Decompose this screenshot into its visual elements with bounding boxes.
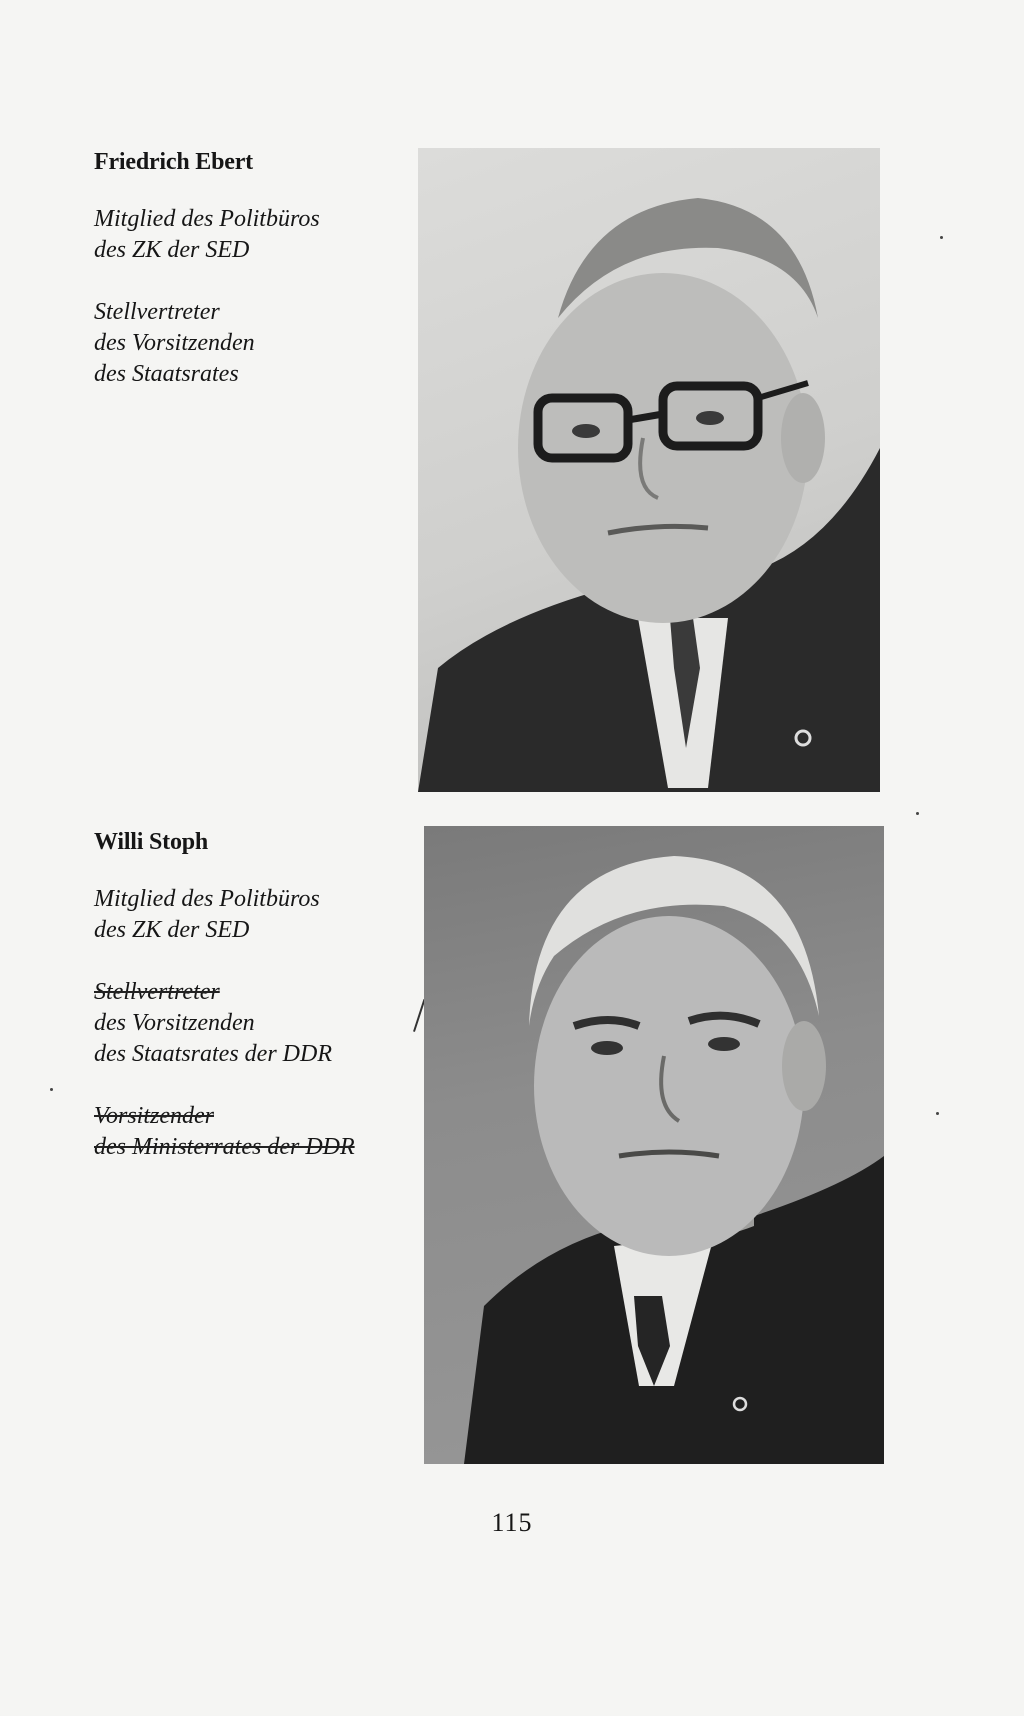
eye <box>708 1037 740 1051</box>
head <box>534 916 804 1256</box>
role-line-struck: Vorsitzender <box>94 1103 214 1129</box>
person-name: Friedrich Ebert <box>94 149 253 175</box>
entry-friedrich-ebert <box>94 146 424 421</box>
role-block-struck <box>94 1101 424 1163</box>
role-line: des ZK der SED <box>94 917 250 943</box>
eye <box>572 424 600 438</box>
photo-willi-stoph <box>424 826 884 1464</box>
entry-willi-stoph <box>94 826 424 1194</box>
eye <box>696 411 724 425</box>
role-block <box>94 297 424 390</box>
portrait-illustration <box>424 826 884 1464</box>
role-line: Mitglied des Politbüros <box>94 886 320 912</box>
role-line-struck: des Ministerrates der DDR <box>94 1134 355 1160</box>
role-line: Mitglied des Politbüros <box>94 206 320 232</box>
page-number: 115 <box>491 1508 533 1537</box>
role-line <box>94 1008 424 1039</box>
ear <box>782 1021 826 1111</box>
scan-speck <box>916 812 919 815</box>
role-line: Stellvertreter <box>94 299 220 325</box>
scan-speck <box>936 1112 939 1115</box>
head <box>518 273 808 623</box>
photo-friedrich-ebert <box>418 148 880 792</box>
role-line: des ZK der SED <box>94 237 250 263</box>
scan-speck <box>940 236 943 239</box>
role-line: des Staatsrates <box>94 361 239 387</box>
role-block <box>94 884 424 946</box>
role-line: des Vorsitzenden <box>94 330 255 356</box>
role-block <box>94 204 424 266</box>
role-line-struck: Stellvertreter <box>94 979 220 1005</box>
handwritten-correction: des Vorsitzenden <box>94 1008 424 1039</box>
person-name: Willi Stoph <box>94 829 209 855</box>
eye <box>591 1041 623 1055</box>
role-block-corrected <box>94 977 424 1070</box>
portrait-illustration <box>418 148 880 792</box>
scan-speck <box>50 1088 53 1091</box>
ear <box>781 393 825 483</box>
role-line: des Staatsrates der DDR <box>94 1041 332 1067</box>
